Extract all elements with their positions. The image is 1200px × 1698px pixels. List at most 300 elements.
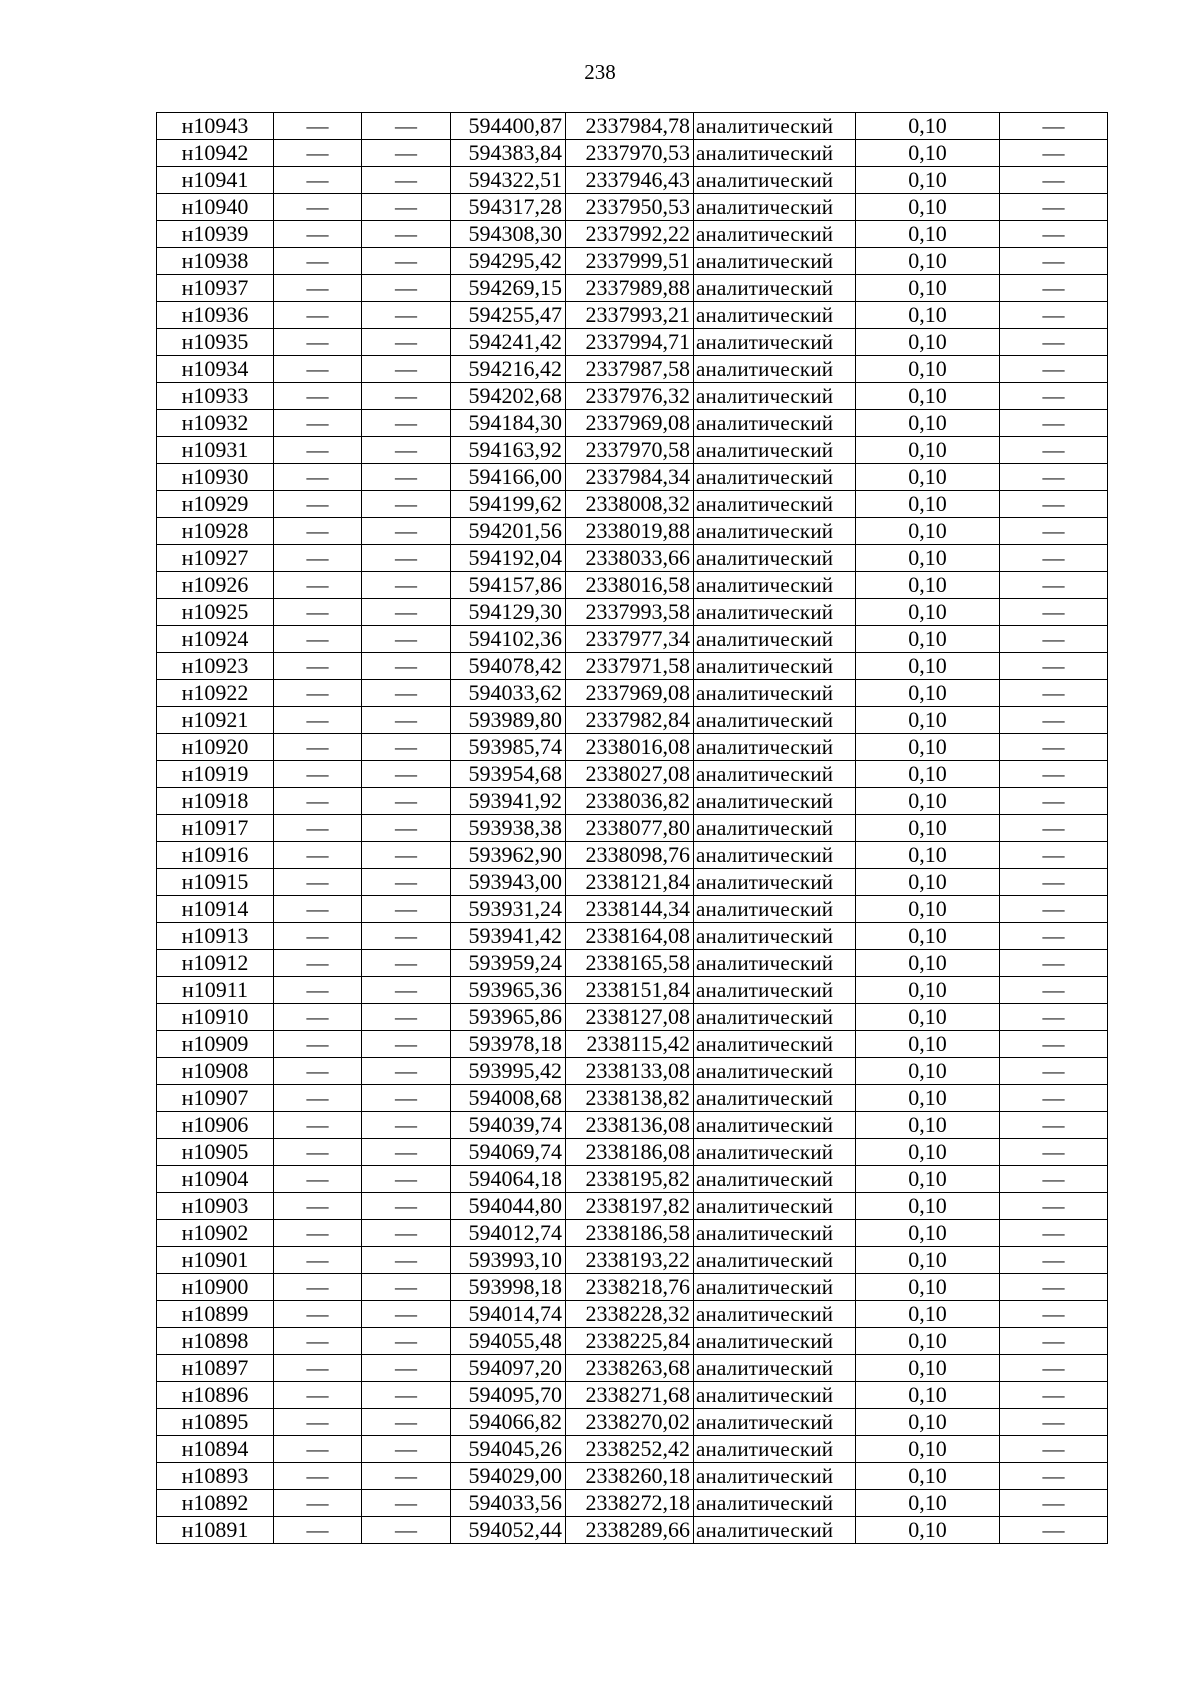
cell-old-x: — <box>274 1409 362 1436</box>
cell-coord-x: 594055,48 <box>451 1328 566 1355</box>
cell-note: — <box>1000 491 1108 518</box>
cell-point-id: н10922 <box>157 680 274 707</box>
cell-accuracy: 0,10 <box>856 1139 1000 1166</box>
cell-accuracy: 0,10 <box>856 1193 1000 1220</box>
cell-coord-x: 593938,38 <box>451 815 566 842</box>
cell-old-y: — <box>362 1193 451 1220</box>
cell-point-id: н10905 <box>157 1139 274 1166</box>
cell-accuracy: 0,10 <box>856 329 1000 356</box>
cell-point-id: н10921 <box>157 707 274 734</box>
cell-coord-x: 594044,80 <box>451 1193 566 1220</box>
cell-old-x: — <box>274 194 362 221</box>
cell-point-id: н10924 <box>157 626 274 653</box>
cell-point-id: н10901 <box>157 1247 274 1274</box>
cell-old-x: — <box>274 842 362 869</box>
table-row <box>157 140 1108 167</box>
cell-accuracy: 0,10 <box>856 734 1000 761</box>
cell-coord-x: 594129,30 <box>451 599 566 626</box>
cell-note: — <box>1000 1301 1108 1328</box>
cell-old-y: — <box>362 653 451 680</box>
cell-coord-x: 593965,36 <box>451 977 566 1004</box>
cell-coord-y: 2337984,78 <box>566 113 694 140</box>
cell-old-y: — <box>362 842 451 869</box>
cell-old-x: — <box>274 1139 362 1166</box>
table-row <box>157 1247 1108 1274</box>
cell-old-y: — <box>362 1004 451 1031</box>
cell-old-x: — <box>274 491 362 518</box>
cell-coord-x: 593978,18 <box>451 1031 566 1058</box>
cell-coord-x: 594255,47 <box>451 302 566 329</box>
cell-old-y: — <box>362 626 451 653</box>
cell-accuracy: 0,10 <box>856 707 1000 734</box>
cell-coord-y: 2337971,58 <box>566 653 694 680</box>
cell-coord-x: 594202,68 <box>451 383 566 410</box>
cell-point-id: н10928 <box>157 518 274 545</box>
cell-coord-x: 593931,24 <box>451 896 566 923</box>
cell-old-y: — <box>362 1490 451 1517</box>
table-row <box>157 167 1108 194</box>
cell-coord-y: 2337970,58 <box>566 437 694 464</box>
cell-accuracy: 0,10 <box>856 140 1000 167</box>
cell-coord-x: 594014,74 <box>451 1301 566 1328</box>
cell-note: — <box>1000 302 1108 329</box>
cell-old-x: — <box>274 599 362 626</box>
cell-coord-y: 2337994,71 <box>566 329 694 356</box>
cell-method: аналитический <box>694 1382 856 1409</box>
cell-method: аналитический <box>694 950 856 977</box>
cell-old-x: — <box>274 1328 362 1355</box>
cell-method: аналитический <box>694 1301 856 1328</box>
cell-note: — <box>1000 815 1108 842</box>
cell-coord-x: 594033,62 <box>451 680 566 707</box>
cell-old-x: — <box>274 1166 362 1193</box>
cell-accuracy: 0,10 <box>856 194 1000 221</box>
cell-old-y: — <box>362 1463 451 1490</box>
cell-note: — <box>1000 1274 1108 1301</box>
cell-accuracy: 0,10 <box>856 1085 1000 1112</box>
cell-accuracy: 0,10 <box>856 356 1000 383</box>
cell-accuracy: 0,10 <box>856 410 1000 437</box>
cell-accuracy: 0,10 <box>856 1247 1000 1274</box>
cell-old-y: — <box>362 572 451 599</box>
cell-note: — <box>1000 113 1108 140</box>
cell-accuracy: 0,10 <box>856 896 1000 923</box>
cell-coord-x: 594163,92 <box>451 437 566 464</box>
cell-old-y: — <box>362 275 451 302</box>
cell-accuracy: 0,10 <box>856 869 1000 896</box>
cell-point-id: н10906 <box>157 1112 274 1139</box>
cell-note: — <box>1000 734 1108 761</box>
cell-old-y: — <box>362 545 451 572</box>
cell-point-id: н10937 <box>157 275 274 302</box>
table-body <box>157 113 1108 1544</box>
cell-old-y: — <box>362 518 451 545</box>
cell-point-id: н10915 <box>157 869 274 896</box>
cell-old-y: — <box>362 680 451 707</box>
cell-coord-y: 2338272,18 <box>566 1490 694 1517</box>
table-row <box>157 1112 1108 1139</box>
cell-old-y: — <box>362 1058 451 1085</box>
table-row <box>157 572 1108 599</box>
cell-point-id: н10918 <box>157 788 274 815</box>
cell-old-x: — <box>274 1382 362 1409</box>
cell-coord-x: 594029,00 <box>451 1463 566 1490</box>
cell-note: — <box>1000 923 1108 950</box>
cell-coord-x: 594201,56 <box>451 518 566 545</box>
cell-old-y: — <box>362 410 451 437</box>
table-row <box>157 1328 1108 1355</box>
cell-old-x: — <box>274 1463 362 1490</box>
cell-method: аналитический <box>694 491 856 518</box>
cell-coord-y: 2338186,08 <box>566 1139 694 1166</box>
cell-old-y: — <box>362 1328 451 1355</box>
table-row <box>157 815 1108 842</box>
cell-point-id: н10916 <box>157 842 274 869</box>
cell-note: — <box>1000 1004 1108 1031</box>
table-row <box>157 1085 1108 1112</box>
cell-accuracy: 0,10 <box>856 1274 1000 1301</box>
cell-method: аналитический <box>694 761 856 788</box>
table-row <box>157 1274 1108 1301</box>
cell-old-x: — <box>274 923 362 950</box>
cell-coord-x: 593962,90 <box>451 842 566 869</box>
cell-note: — <box>1000 842 1108 869</box>
cell-note: — <box>1000 707 1108 734</box>
cell-method: аналитический <box>694 1166 856 1193</box>
cell-old-x: — <box>274 1004 362 1031</box>
table-row <box>157 1301 1108 1328</box>
cell-old-y: — <box>362 221 451 248</box>
cell-old-y: — <box>362 356 451 383</box>
cell-method: аналитический <box>694 869 856 896</box>
cell-note: — <box>1000 437 1108 464</box>
cell-old-x: — <box>274 302 362 329</box>
cell-coord-y: 2338019,88 <box>566 518 694 545</box>
cell-point-id: н10904 <box>157 1166 274 1193</box>
cell-point-id: н10919 <box>157 761 274 788</box>
cell-note: — <box>1000 1490 1108 1517</box>
cell-note: — <box>1000 788 1108 815</box>
cell-old-y: — <box>362 194 451 221</box>
cell-coord-y: 2338252,42 <box>566 1436 694 1463</box>
cell-method: аналитический <box>694 248 856 275</box>
cell-accuracy: 0,10 <box>856 383 1000 410</box>
cell-accuracy: 0,10 <box>856 1112 1000 1139</box>
cell-old-y: — <box>362 1247 451 1274</box>
cell-old-x: — <box>274 680 362 707</box>
cell-old-x: — <box>274 950 362 977</box>
cell-coord-x: 593941,92 <box>451 788 566 815</box>
cell-old-x: — <box>274 1301 362 1328</box>
cell-old-y: — <box>362 1517 451 1544</box>
cell-point-id: н10925 <box>157 599 274 626</box>
cell-point-id: н10934 <box>157 356 274 383</box>
cell-coord-y: 2338195,82 <box>566 1166 694 1193</box>
cell-old-x: — <box>274 653 362 680</box>
cell-method: аналитический <box>694 356 856 383</box>
cell-point-id: н10907 <box>157 1085 274 1112</box>
cell-accuracy: 0,10 <box>856 1004 1000 1031</box>
cell-method: аналитический <box>694 545 856 572</box>
cell-old-y: — <box>362 1031 451 1058</box>
cell-note: — <box>1000 950 1108 977</box>
cell-old-y: — <box>362 977 451 1004</box>
cell-old-y: — <box>362 113 451 140</box>
cell-old-y: — <box>362 788 451 815</box>
cell-coord-y: 2338151,84 <box>566 977 694 1004</box>
cell-coord-y: 2338136,08 <box>566 1112 694 1139</box>
cell-old-x: — <box>274 896 362 923</box>
cell-note: — <box>1000 1382 1108 1409</box>
cell-coord-x: 594157,86 <box>451 572 566 599</box>
cell-coord-x: 594295,42 <box>451 248 566 275</box>
table-row <box>157 626 1108 653</box>
table-row <box>157 1463 1108 1490</box>
cell-note: — <box>1000 761 1108 788</box>
cell-coord-y: 2338289,66 <box>566 1517 694 1544</box>
cell-old-y: — <box>362 1355 451 1382</box>
cell-method: аналитический <box>694 734 856 761</box>
cell-method: аналитический <box>694 1490 856 1517</box>
cell-coord-x: 594241,42 <box>451 329 566 356</box>
cell-note: — <box>1000 1463 1108 1490</box>
cell-old-y: — <box>362 1301 451 1328</box>
cell-coord-x: 594308,30 <box>451 221 566 248</box>
table-row <box>157 1004 1108 1031</box>
cell-method: аналитический <box>694 815 856 842</box>
cell-coord-y: 2338016,08 <box>566 734 694 761</box>
cell-old-x: — <box>274 1112 362 1139</box>
cell-coord-y: 2338260,18 <box>566 1463 694 1490</box>
cell-old-x: — <box>274 1517 362 1544</box>
cell-method: аналитический <box>694 167 856 194</box>
cell-method: аналитический <box>694 1139 856 1166</box>
table-row <box>157 1409 1108 1436</box>
cell-old-x: — <box>274 869 362 896</box>
cell-note: — <box>1000 1220 1108 1247</box>
cell-coord-y: 2337989,88 <box>566 275 694 302</box>
cell-coord-x: 594192,04 <box>451 545 566 572</box>
cell-method: аналитический <box>694 302 856 329</box>
cell-method: аналитический <box>694 599 856 626</box>
cell-note: — <box>1000 1166 1108 1193</box>
table-row <box>157 302 1108 329</box>
cell-old-y: — <box>362 869 451 896</box>
cell-coord-y: 2338098,76 <box>566 842 694 869</box>
cell-coord-y: 2338144,34 <box>566 896 694 923</box>
table-row <box>157 977 1108 1004</box>
cell-old-y: — <box>362 1166 451 1193</box>
cell-coord-x: 594102,36 <box>451 626 566 653</box>
cell-coord-x: 594066,82 <box>451 1409 566 1436</box>
cell-coord-x: 594033,56 <box>451 1490 566 1517</box>
table-row <box>157 356 1108 383</box>
cell-old-y: — <box>362 140 451 167</box>
cell-method: аналитический <box>694 1463 856 1490</box>
cell-old-y: — <box>362 1409 451 1436</box>
cell-coord-y: 2337950,53 <box>566 194 694 221</box>
table-row <box>157 1355 1108 1382</box>
cell-point-id: н10920 <box>157 734 274 761</box>
table-row <box>157 1139 1108 1166</box>
table-row <box>157 464 1108 491</box>
cell-method: аналитический <box>694 1274 856 1301</box>
cell-old-x: — <box>274 410 362 437</box>
cell-accuracy: 0,10 <box>856 464 1000 491</box>
cell-note: — <box>1000 1355 1108 1382</box>
cell-accuracy: 0,10 <box>856 977 1000 1004</box>
cell-coord-x: 593989,80 <box>451 707 566 734</box>
cell-note: — <box>1000 896 1108 923</box>
cell-point-id: н10926 <box>157 572 274 599</box>
table-row <box>157 1220 1108 1247</box>
cell-coord-x: 594097,20 <box>451 1355 566 1382</box>
cell-coord-y: 2338263,68 <box>566 1355 694 1382</box>
cell-note: — <box>1000 167 1108 194</box>
cell-method: аналитический <box>694 1085 856 1112</box>
cell-note: — <box>1000 464 1108 491</box>
cell-old-x: — <box>274 788 362 815</box>
cell-coord-y: 2337993,58 <box>566 599 694 626</box>
cell-accuracy: 0,10 <box>856 788 1000 815</box>
cell-old-x: — <box>274 1436 362 1463</box>
cell-method: аналитический <box>694 1058 856 1085</box>
cell-accuracy: 0,10 <box>856 572 1000 599</box>
cell-note: — <box>1000 1517 1108 1544</box>
cell-note: — <box>1000 1085 1108 1112</box>
cell-accuracy: 0,10 <box>856 1031 1000 1058</box>
cell-coord-x: 594045,26 <box>451 1436 566 1463</box>
cell-method: аналитический <box>694 572 856 599</box>
cell-coord-y: 2338271,68 <box>566 1382 694 1409</box>
cell-coord-x: 594166,00 <box>451 464 566 491</box>
cell-coord-x: 594008,68 <box>451 1085 566 1112</box>
cell-coord-x: 594317,28 <box>451 194 566 221</box>
cell-note: — <box>1000 545 1108 572</box>
cell-accuracy: 0,10 <box>856 815 1000 842</box>
table-row <box>157 842 1108 869</box>
table-row <box>157 653 1108 680</box>
cell-accuracy: 0,10 <box>856 518 1000 545</box>
cell-coord-y: 2338036,82 <box>566 788 694 815</box>
cell-method: аналитический <box>694 923 856 950</box>
cell-method: аналитический <box>694 410 856 437</box>
cell-method: аналитический <box>694 1436 856 1463</box>
table-row <box>157 275 1108 302</box>
cell-accuracy: 0,10 <box>856 842 1000 869</box>
cell-coord-x: 594216,42 <box>451 356 566 383</box>
table-row <box>157 1058 1108 1085</box>
cell-coord-y: 2338115,42 <box>566 1031 694 1058</box>
cell-old-x: — <box>274 518 362 545</box>
cell-old-y: — <box>362 329 451 356</box>
cell-accuracy: 0,10 <box>856 437 1000 464</box>
cell-accuracy: 0,10 <box>856 545 1000 572</box>
cell-accuracy: 0,10 <box>856 1355 1000 1382</box>
cell-coord-y: 2338033,66 <box>566 545 694 572</box>
cell-old-y: — <box>362 464 451 491</box>
cell-point-id: н10903 <box>157 1193 274 1220</box>
cell-point-id: н10941 <box>157 167 274 194</box>
cell-method: аналитический <box>694 518 856 545</box>
cell-method: аналитический <box>694 1004 856 1031</box>
cell-note: — <box>1000 1031 1108 1058</box>
cell-coord-y: 2337999,51 <box>566 248 694 275</box>
cell-point-id: н10897 <box>157 1355 274 1382</box>
cell-point-id: н10910 <box>157 1004 274 1031</box>
cell-old-y: — <box>362 248 451 275</box>
cell-old-y: — <box>362 950 451 977</box>
cell-coord-x: 594322,51 <box>451 167 566 194</box>
cell-coord-y: 2338193,22 <box>566 1247 694 1274</box>
cell-coord-y: 2338270,02 <box>566 1409 694 1436</box>
table-row <box>157 1031 1108 1058</box>
cell-accuracy: 0,10 <box>856 1463 1000 1490</box>
cell-point-id: н10891 <box>157 1517 274 1544</box>
cell-point-id: н10894 <box>157 1436 274 1463</box>
cell-note: — <box>1000 1436 1108 1463</box>
cell-old-x: — <box>274 221 362 248</box>
table-row <box>157 221 1108 248</box>
cell-method: аналитический <box>694 977 856 1004</box>
cell-note: — <box>1000 1058 1108 1085</box>
cell-accuracy: 0,10 <box>856 1058 1000 1085</box>
cell-old-x: — <box>274 167 362 194</box>
cell-accuracy: 0,10 <box>856 599 1000 626</box>
table-row <box>157 329 1108 356</box>
cell-coord-x: 594039,74 <box>451 1112 566 1139</box>
cell-old-x: — <box>274 1031 362 1058</box>
cell-method: аналитический <box>694 437 856 464</box>
cell-coord-y: 2337970,53 <box>566 140 694 167</box>
cell-old-x: — <box>274 1274 362 1301</box>
cell-old-x: — <box>274 1058 362 1085</box>
cell-old-y: — <box>362 437 451 464</box>
cell-coord-y: 2338133,08 <box>566 1058 694 1085</box>
cell-coord-x: 594069,74 <box>451 1139 566 1166</box>
cell-coord-y: 2337987,58 <box>566 356 694 383</box>
cell-accuracy: 0,10 <box>856 761 1000 788</box>
cell-old-y: — <box>362 1274 451 1301</box>
cell-method: аналитический <box>694 1247 856 1274</box>
coordinates-table <box>156 112 1108 1544</box>
cell-note: — <box>1000 410 1108 437</box>
cell-coord-x: 593998,18 <box>451 1274 566 1301</box>
cell-method: аналитический <box>694 194 856 221</box>
cell-point-id: н10893 <box>157 1463 274 1490</box>
cell-method: аналитический <box>694 788 856 815</box>
cell-point-id: н10935 <box>157 329 274 356</box>
cell-note: — <box>1000 140 1108 167</box>
cell-accuracy: 0,10 <box>856 626 1000 653</box>
cell-point-id: н10898 <box>157 1328 274 1355</box>
cell-old-y: — <box>362 599 451 626</box>
cell-old-x: — <box>274 572 362 599</box>
cell-method: аналитический <box>694 1355 856 1382</box>
cell-coord-y: 2338165,58 <box>566 950 694 977</box>
cell-method: аналитический <box>694 1031 856 1058</box>
cell-point-id: н10892 <box>157 1490 274 1517</box>
cell-coord-x: 593985,74 <box>451 734 566 761</box>
cell-coord-y: 2338197,82 <box>566 1193 694 1220</box>
cell-coord-y: 2337946,43 <box>566 167 694 194</box>
cell-old-x: — <box>274 761 362 788</box>
cell-note: — <box>1000 248 1108 275</box>
cell-coord-x: 594095,70 <box>451 1382 566 1409</box>
cell-note: — <box>1000 572 1108 599</box>
cell-note: — <box>1000 653 1108 680</box>
table-row <box>157 383 1108 410</box>
